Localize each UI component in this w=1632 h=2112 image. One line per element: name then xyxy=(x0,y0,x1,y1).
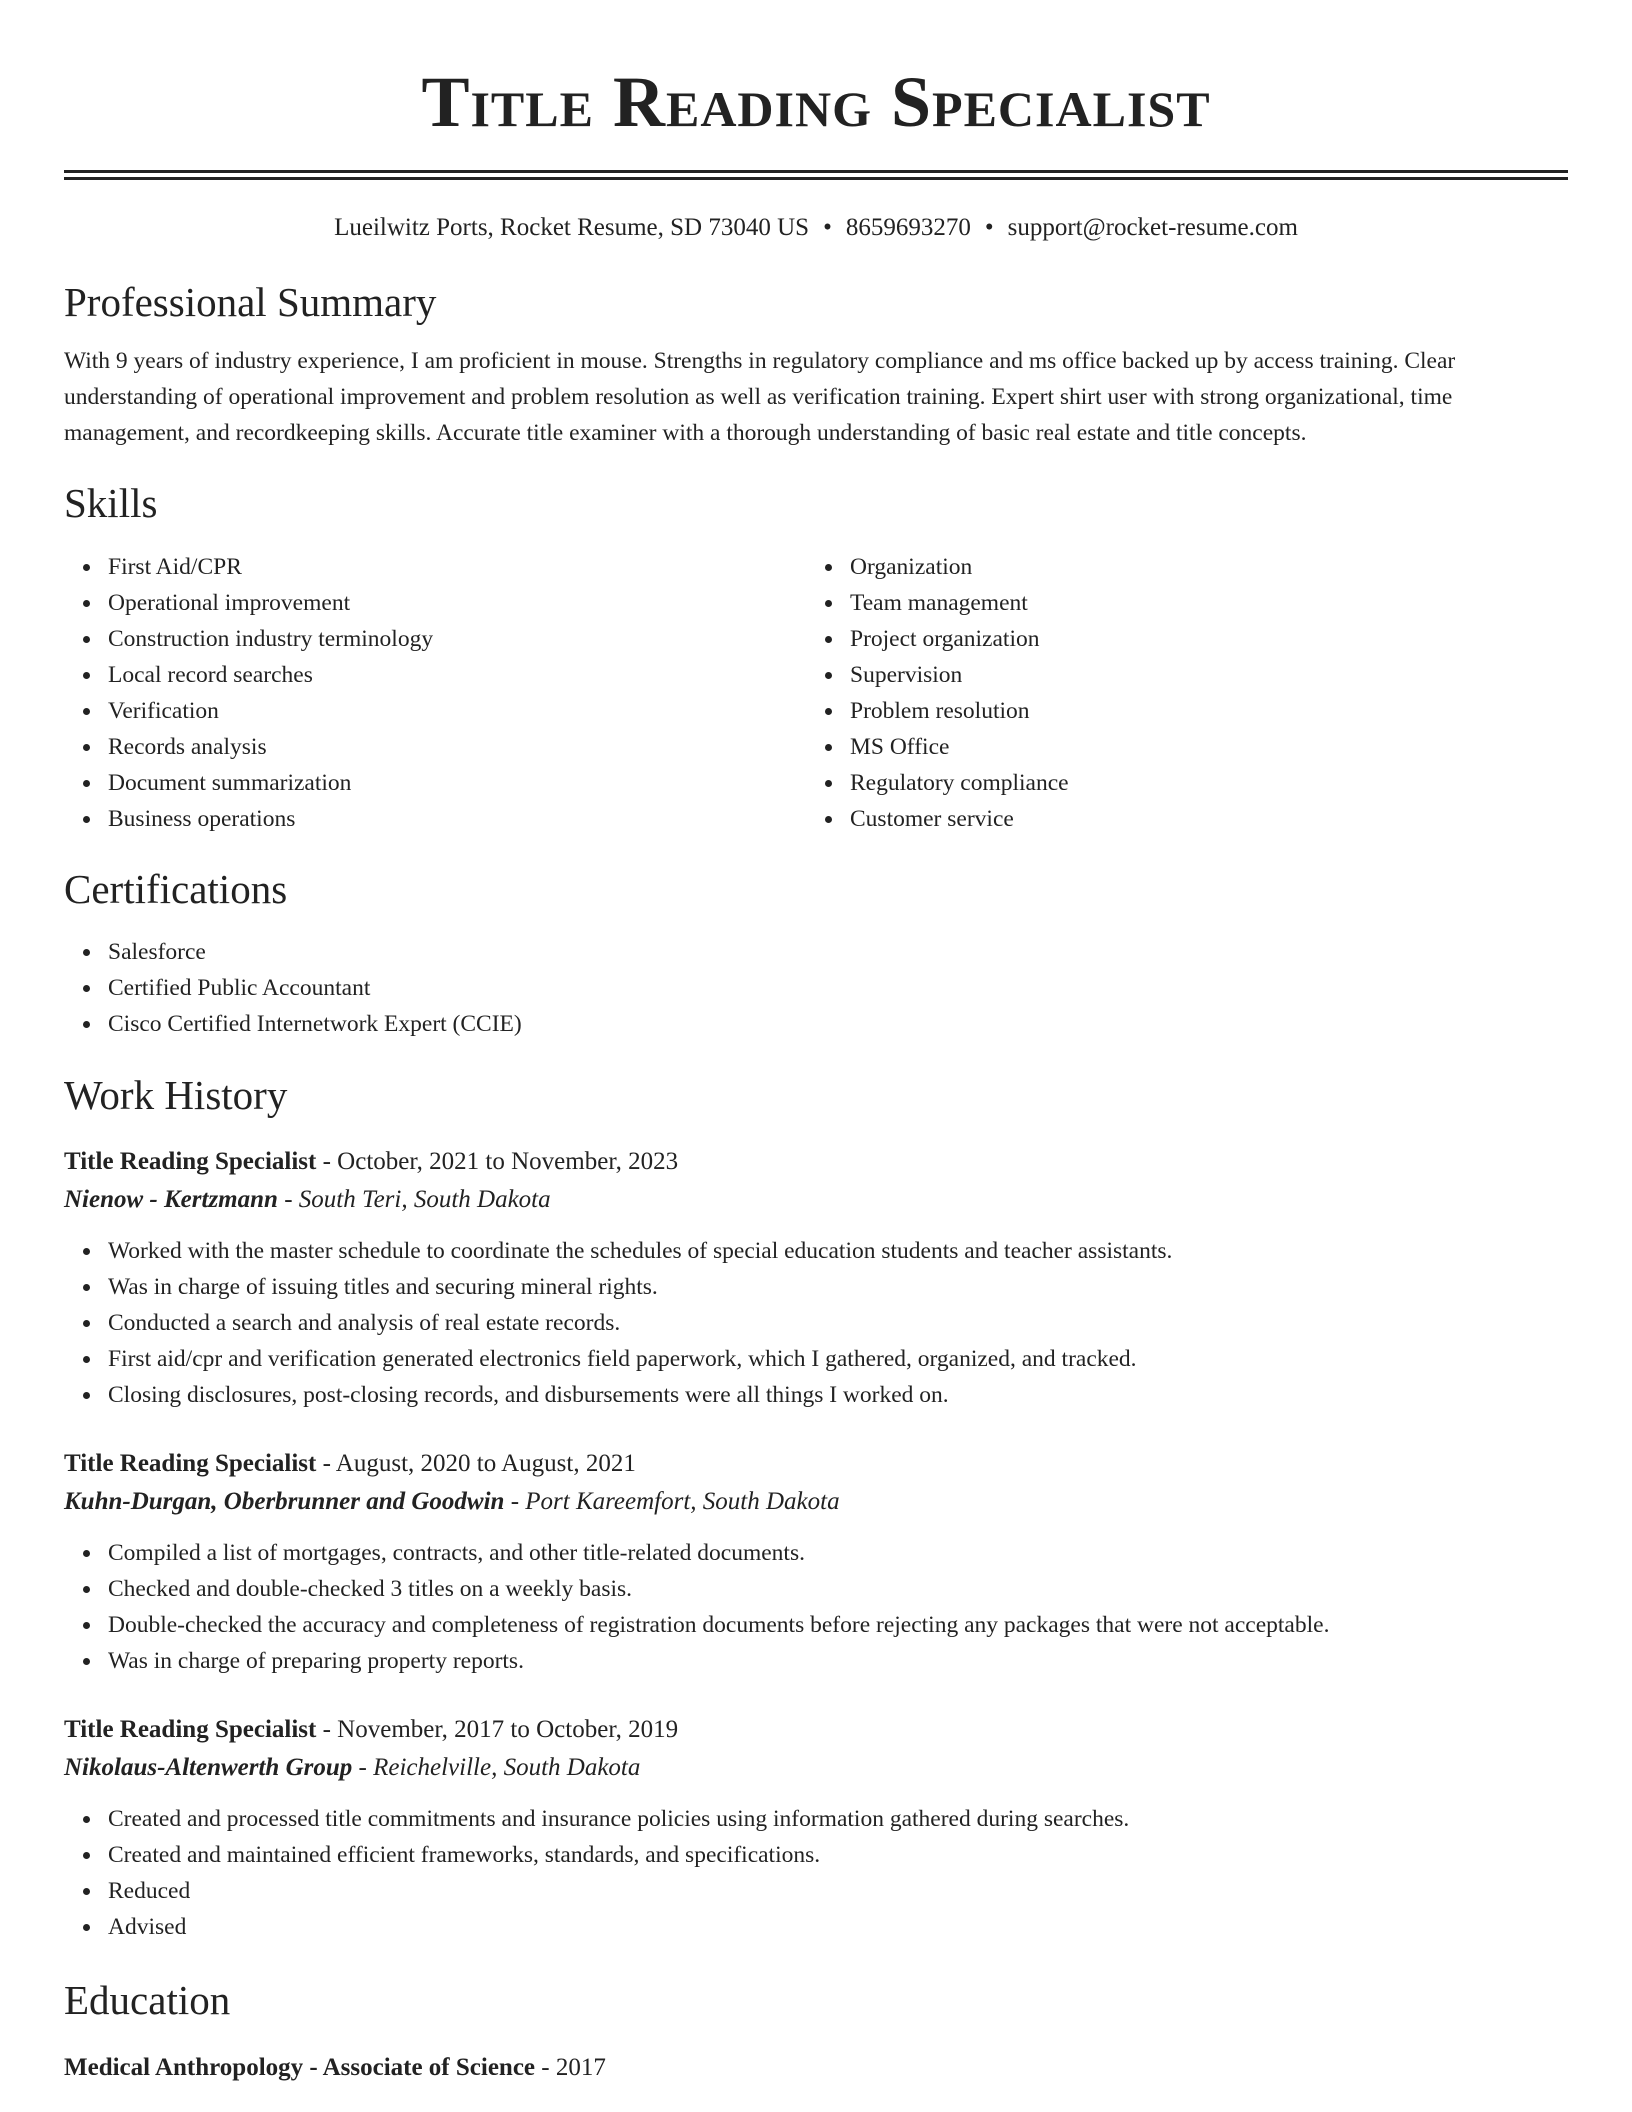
skill-item: Organization xyxy=(850,549,1548,585)
resume-title: Title Reading Specialist xyxy=(421,62,1211,142)
skill-item: Construction industry terminology xyxy=(108,621,806,657)
skill-item: Customer service xyxy=(850,801,1548,837)
skills-column-left xyxy=(64,549,806,837)
job-company: Nikolaus-Altenwerth Group xyxy=(64,1754,353,1781)
job-bullet: Was in charge of preparing property reports. xyxy=(108,1643,1568,1679)
job-bullet: Worked with the master schedule to coordinate the schedules of special education students and teacher assistants. xyxy=(108,1233,1568,1269)
section-heading-education: Education xyxy=(64,1977,231,2023)
job-bullet: Created and maintained efficient frameworks, standards, and specifications. xyxy=(108,1837,1568,1873)
section-heading-skills: Skills xyxy=(64,480,158,526)
job-title-line xyxy=(64,1711,1568,1749)
skill-item: Team management xyxy=(850,585,1548,621)
job-dates: - October, 2021 to November, 2023 xyxy=(316,1148,679,1175)
contact-separator: • xyxy=(823,214,832,241)
job-role: Title Reading Specialist xyxy=(64,1716,317,1743)
job-location: - Reichelville, South Dakota xyxy=(352,1754,641,1781)
skill-item: Problem resolution xyxy=(850,693,1548,729)
job-bullet: Closing disclosures, post-closing records, and disbursements were all things I worked on. xyxy=(108,1377,1568,1413)
job-entry xyxy=(64,1445,1568,1679)
skill-item: Document summarization xyxy=(108,765,806,801)
section-heading-summary: Professional Summary xyxy=(64,279,437,325)
job-bullet: Compiled a list of mortgages, contracts, and other title-related documents. xyxy=(108,1535,1568,1571)
job-company-line xyxy=(64,1749,1568,1787)
skills-grid xyxy=(64,549,1568,837)
job-entry xyxy=(64,1143,1568,1413)
contact-phone: 8659693270 xyxy=(845,214,971,241)
certification-item: Certified Public Accountant xyxy=(108,970,1568,1006)
skill-item: Verification xyxy=(108,693,806,729)
job-location: - Port Kareemfort, South Dakota xyxy=(504,1488,840,1515)
job-bullets xyxy=(64,1233,1568,1413)
job-bullet: Conducted a search and analysis of real estate records. xyxy=(108,1305,1568,1341)
job-company-line xyxy=(64,1181,1568,1219)
job-bullet: Checked and double-checked 3 titles on a weekly basis. xyxy=(108,1571,1568,1607)
skill-item: Supervision xyxy=(850,657,1548,693)
skill-item: Records analysis xyxy=(108,729,806,765)
education-degree: Medical Anthropology - Associate of Science xyxy=(64,2054,536,2081)
job-dates: - August, 2020 to August, 2021 xyxy=(316,1450,636,1477)
job-role: Title Reading Specialist xyxy=(64,1148,317,1175)
skill-item: MS Office xyxy=(850,729,1548,765)
contact-address: Lueilwitz Ports, Rocket Resume, SD 73040 US xyxy=(334,214,810,241)
certification-item: Cisco Certified Internetwork Expert (CCIE) xyxy=(108,1006,1568,1042)
contact-line xyxy=(64,211,1568,245)
job-bullet: Reduced xyxy=(108,1873,1568,1909)
skill-item: First Aid/CPR xyxy=(108,549,806,585)
skill-item: Business operations xyxy=(108,801,806,837)
contact-email: support@rocket-resume.com xyxy=(1007,214,1298,241)
job-bullet: Created and processed title commitments and insurance policies using information gathered during searches. xyxy=(108,1801,1568,1837)
contact-separator: • xyxy=(984,214,994,241)
education-entry xyxy=(64,2049,1568,2087)
skills-list-left xyxy=(64,549,806,837)
job-bullet: Was in charge of issuing titles and securing mineral rights. xyxy=(108,1269,1568,1305)
job-bullets xyxy=(64,1535,1568,1679)
job-role: Title Reading Specialist xyxy=(64,1450,317,1477)
job-bullet: Double-checked the accuracy and completeness of registration documents before rejecting any packages that were not acceptable. xyxy=(108,1607,1568,1643)
job-company-line xyxy=(64,1483,1568,1521)
job-company: Nienow - Kertzmann xyxy=(64,1186,278,1213)
job-bullet: First aid/cpr and verification generated electronics field paperwork, which I gathered, organized, and tracked. xyxy=(108,1341,1568,1377)
job-bullet: Advised xyxy=(108,1909,1568,1945)
section-heading-work-history: Work History xyxy=(64,1072,288,1118)
skill-item: Regulatory compliance xyxy=(850,765,1548,801)
certifications-list xyxy=(64,934,1568,1042)
certification-item: Salesforce xyxy=(108,934,1568,970)
skill-item: Local record searches xyxy=(108,657,806,693)
section-heading-certifications: Certifications xyxy=(64,866,288,912)
job-dates: - November, 2017 to October, 2019 xyxy=(316,1716,679,1743)
title-double-rule xyxy=(64,170,1568,180)
job-title-line xyxy=(64,1445,1568,1483)
job-bullets xyxy=(64,1801,1568,1945)
job-title-line xyxy=(64,1143,1568,1181)
skills-list-right xyxy=(806,549,1548,837)
job-entry xyxy=(64,1711,1568,1945)
skills-column-right xyxy=(806,549,1548,837)
summary-text: With 9 years of industry experience, I am proficient in mouse. Strengths in regulatory compliance and ms office backed up by access training. Clear understanding of operational improvement and problem resolution as well as verification training. Expert shirt user with strong organizational, time management, and recordkeeping skills. Accurate title examiner with a thorough understanding of basic real estate and title concepts. xyxy=(64,348,1456,446)
resume-page xyxy=(64,0,1568,2087)
job-company: Kuhn-Durgan, Oberbrunner and Goodwin xyxy=(64,1488,505,1515)
skill-item: Operational improvement xyxy=(108,585,806,621)
job-location: - South Teri, South Dakota xyxy=(277,1186,551,1213)
skill-item: Project organization xyxy=(850,621,1548,657)
education-year: - 2017 xyxy=(535,2054,606,2081)
